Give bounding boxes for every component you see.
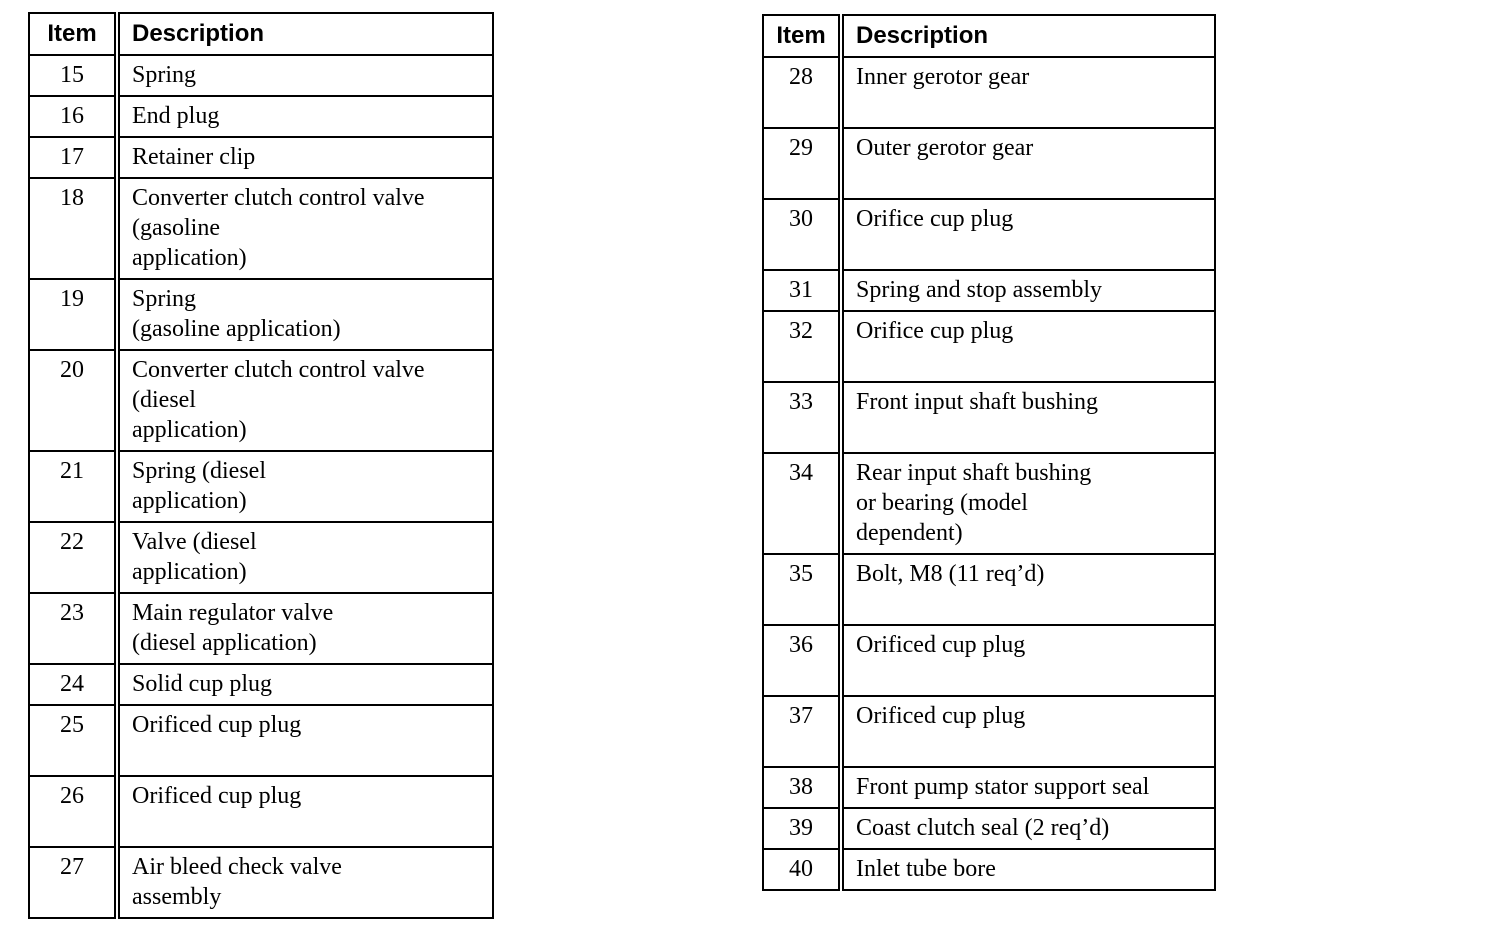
item-number: 38 <box>763 767 839 808</box>
item-number: 28 <box>763 57 839 128</box>
item-number: 34 <box>763 453 839 554</box>
item-description: Inner gerotor gear <box>843 57 1215 128</box>
table-row <box>29 776 493 847</box>
item-description: Front input shaft bushing <box>843 382 1215 453</box>
table-row <box>763 696 1215 767</box>
item-description: Main regulator valve (diesel application) <box>119 593 493 664</box>
item-description: Spring and stop assembly <box>843 270 1215 311</box>
table-row <box>29 451 493 522</box>
table-row <box>763 554 1215 625</box>
item-description: Coast clutch seal (2 req’d) <box>843 808 1215 849</box>
table-row <box>763 808 1215 849</box>
item-number: 23 <box>29 593 115 664</box>
item-description: Solid cup plug <box>119 664 493 705</box>
item-number: 32 <box>763 311 839 382</box>
item-description: Orificed cup plug <box>843 625 1215 696</box>
description-column-header: Description <box>119 13 493 55</box>
item-description: Spring (diesel application) <box>119 451 493 522</box>
item-number: 27 <box>29 847 115 918</box>
item-number: 39 <box>763 808 839 849</box>
table-row <box>29 350 493 451</box>
item-description: Outer gerotor gear <box>843 128 1215 199</box>
item-number: 26 <box>29 776 115 847</box>
table-row <box>763 128 1215 199</box>
table-row <box>29 705 493 776</box>
item-number: 25 <box>29 705 115 776</box>
item-number: 15 <box>29 55 115 96</box>
item-number: 35 <box>763 554 839 625</box>
table-row <box>763 57 1215 128</box>
item-description: Spring (gasoline application) <box>119 279 493 350</box>
table-row <box>29 96 493 137</box>
table-header-row <box>763 15 1215 57</box>
table-row <box>29 178 493 279</box>
parts-table-left <box>28 12 494 919</box>
table-row <box>29 847 493 918</box>
item-number: 37 <box>763 696 839 767</box>
item-description: Bolt, M8 (11 req’d) <box>843 554 1215 625</box>
table-row <box>29 664 493 705</box>
table-row <box>29 522 493 593</box>
table-row <box>763 382 1215 453</box>
item-description: End plug <box>119 96 493 137</box>
item-description: Valve (diesel application) <box>119 522 493 593</box>
item-description: Orificed cup plug <box>119 705 493 776</box>
table-row <box>29 279 493 350</box>
item-description: Converter clutch control valve (gasoline application) <box>119 178 493 279</box>
item-number: 18 <box>29 178 115 279</box>
item-number: 24 <box>29 664 115 705</box>
item-number: 31 <box>763 270 839 311</box>
item-number: 17 <box>29 137 115 178</box>
item-description: Orificed cup plug <box>119 776 493 847</box>
item-number: 40 <box>763 849 839 890</box>
table-row <box>763 270 1215 311</box>
item-description: Retainer clip <box>119 137 493 178</box>
item-number: 21 <box>29 451 115 522</box>
item-number: 19 <box>29 279 115 350</box>
table-row <box>763 453 1215 554</box>
table-row <box>763 767 1215 808</box>
table-row <box>29 55 493 96</box>
item-description: Orificed cup plug <box>843 696 1215 767</box>
item-description: Orifice cup plug <box>843 311 1215 382</box>
item-column-header: Item <box>29 13 115 55</box>
item-number: 30 <box>763 199 839 270</box>
item-column-header: Item <box>763 15 839 57</box>
item-description: Rear input shaft bushing or bearing (model dependent) <box>843 453 1215 554</box>
table-row <box>763 625 1215 696</box>
parts-table-right <box>762 14 1216 891</box>
item-number: 29 <box>763 128 839 199</box>
item-description: Spring <box>119 55 493 96</box>
table-row <box>29 137 493 178</box>
description-column-header: Description <box>843 15 1215 57</box>
item-description: Front pump stator support seal <box>843 767 1215 808</box>
table-row <box>763 199 1215 270</box>
table-row <box>763 311 1215 382</box>
item-description: Air bleed check valve assembly <box>119 847 493 918</box>
item-description: Converter clutch control valve (diesel application) <box>119 350 493 451</box>
item-number: 33 <box>763 382 839 453</box>
item-description: Inlet tube bore <box>843 849 1215 890</box>
item-number: 16 <box>29 96 115 137</box>
item-description: Orifice cup plug <box>843 199 1215 270</box>
table-row <box>29 593 493 664</box>
item-number: 22 <box>29 522 115 593</box>
table-row <box>763 849 1215 890</box>
item-number: 36 <box>763 625 839 696</box>
item-number: 20 <box>29 350 115 451</box>
table-header-row <box>29 13 493 55</box>
